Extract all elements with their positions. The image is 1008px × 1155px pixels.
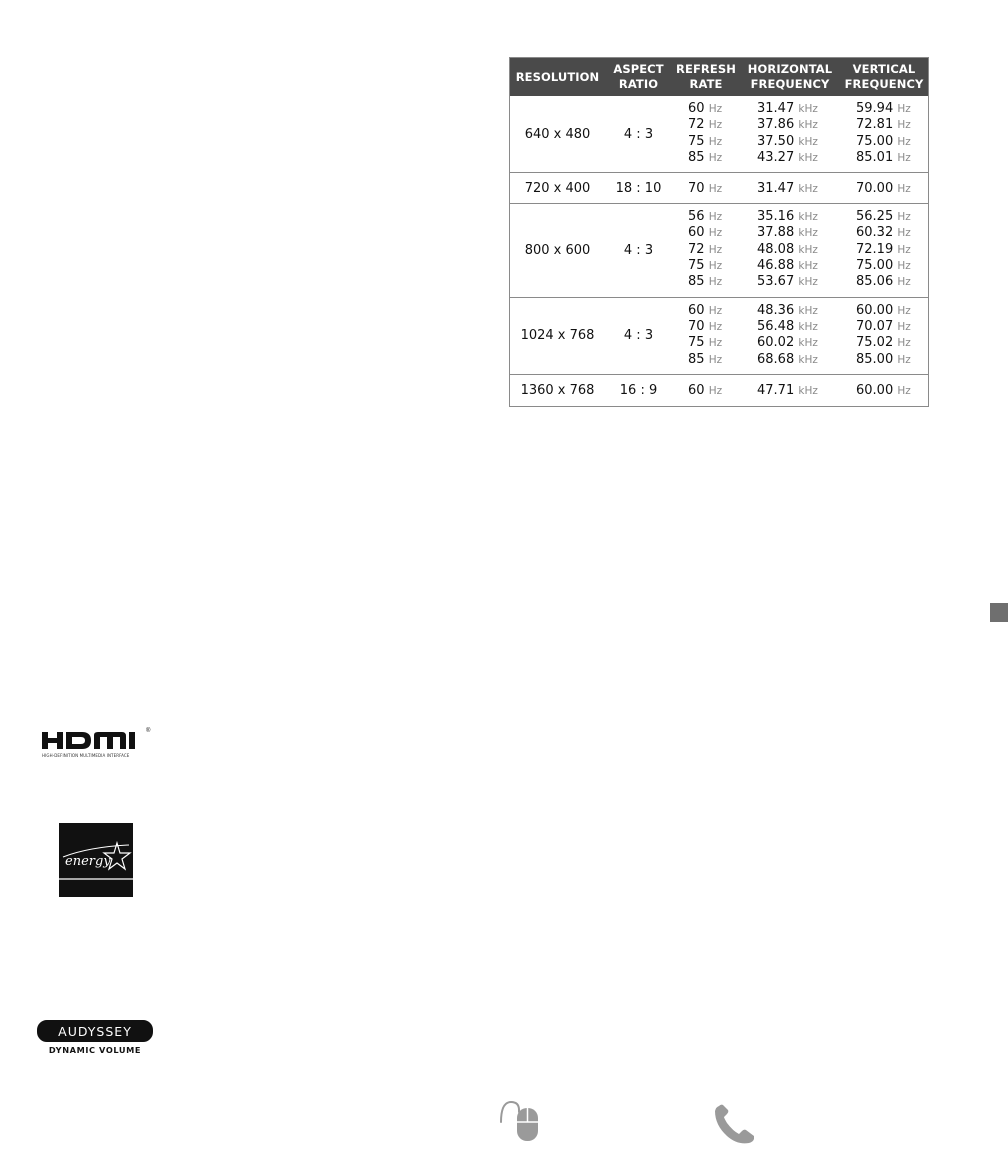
frequency-value — [840, 335, 928, 351]
frequency-value — [672, 117, 740, 133]
horizontal-frequency-cell — [740, 173, 840, 203]
header-vertical-frequency: VERTICAL FREQUENCY — [844, 62, 924, 91]
value-number: 60.32 — [856, 225, 894, 241]
resolution-cell: 1024 x 768 — [520, 328, 595, 344]
value-number: 75 — [688, 133, 705, 149]
value-number: 72.81 — [856, 117, 894, 133]
vertical-frequency-cell — [840, 96, 928, 172]
value-unit: Hz — [897, 384, 911, 397]
value-unit: Hz — [708, 337, 723, 350]
table-header — [510, 58, 928, 96]
value-number: 85 — [688, 149, 705, 165]
aspect-ratio-cell: 4 : 3 — [623, 126, 654, 142]
value-number: 72 — [688, 241, 705, 257]
frequency-value — [672, 258, 740, 274]
value-number: 72 — [688, 117, 705, 133]
frequency-value — [840, 274, 928, 290]
refresh-rate-cell — [672, 375, 740, 406]
value-number: 85.06 — [856, 274, 894, 290]
value-unit: Hz — [708, 353, 723, 366]
value-number: 59.94 — [856, 101, 894, 116]
value-number: 85.01 — [856, 149, 894, 165]
value-unit: Hz — [897, 320, 911, 333]
header-aspect-ratio: ASPECT RATIO — [613, 62, 664, 91]
mouse-icon — [497, 1098, 543, 1144]
frequency-value — [840, 352, 928, 368]
frequency-value — [672, 209, 740, 225]
resolution-cell: 640 x 480 — [524, 126, 591, 142]
table-row — [510, 172, 928, 203]
frequency-value — [840, 150, 928, 166]
value-number: 70.07 — [856, 318, 894, 334]
frequency-value — [672, 303, 740, 319]
frequency-value — [672, 274, 740, 290]
value-unit: Hz — [897, 119, 911, 132]
frequency-value — [672, 335, 740, 351]
value-number: 31.47 — [757, 101, 795, 116]
aspect-ratio-cell: 4 : 3 — [623, 328, 654, 344]
value-number: 56 — [688, 209, 705, 225]
frequency-value — [840, 134, 928, 150]
value-number: 37.50 — [757, 133, 795, 149]
frequency-value — [688, 383, 722, 398]
frequency-value — [672, 352, 740, 368]
value-number: 70 — [688, 318, 705, 334]
value-unit: Hz — [897, 276, 911, 289]
frequency-value — [740, 225, 840, 241]
energy-star-logo — [59, 823, 133, 897]
aspect-ratio-cell: 4 : 3 — [623, 242, 654, 258]
frequency-value — [740, 242, 840, 258]
vertical-frequency-cell — [840, 173, 928, 203]
frequency-value — [740, 335, 840, 351]
audyssey-logo — [37, 1020, 153, 1056]
frequency-value — [840, 209, 928, 225]
value-number: 60 — [688, 302, 705, 318]
table-row — [510, 96, 928, 172]
value-number: 48.08 — [757, 241, 795, 257]
frequency-value — [757, 181, 818, 196]
value-unit: Hz — [897, 304, 911, 317]
value-number: 70 — [688, 180, 705, 196]
value-unit: Hz — [708, 211, 723, 224]
frequency-value — [840, 225, 928, 241]
value-number: 75.00 — [856, 133, 894, 149]
value-unit: kHz — [798, 119, 818, 132]
frequency-value — [740, 101, 840, 117]
audyssey-subtitle: DYNAMIC VOLUME — [48, 1045, 142, 1055]
frequency-value — [688, 181, 722, 196]
value-number: 75.02 — [856, 335, 894, 351]
value-number: 53.67 — [757, 274, 795, 290]
value-unit: Hz — [897, 135, 911, 148]
value-unit: Hz — [708, 135, 723, 148]
value-unit: kHz — [798, 227, 818, 240]
refresh-rate-cell — [672, 204, 740, 296]
value-number: 75 — [688, 258, 705, 274]
value-number: 72.19 — [856, 241, 894, 257]
value-number: 46.88 — [757, 258, 795, 274]
frequency-value — [856, 383, 911, 398]
frequency-value — [740, 258, 840, 274]
refresh-rate-cell — [672, 96, 740, 172]
header-refresh-rate: REFRESH RATE — [676, 62, 736, 91]
value-number: 47.71 — [757, 382, 795, 398]
value-unit: kHz — [798, 337, 818, 350]
hdmi-tagline: HIGH-DEFINITION MULTIMEDIA INTERFACE — [42, 753, 130, 758]
value-unit: kHz — [798, 353, 818, 366]
value-number: 60 — [688, 225, 705, 241]
table-body — [510, 96, 928, 406]
value-unit: Hz — [897, 227, 911, 240]
frequency-value — [740, 274, 840, 290]
value-number: 48.36 — [757, 302, 795, 318]
frequency-value — [757, 383, 818, 398]
value-number: 70.00 — [856, 180, 894, 196]
value-unit: Hz — [708, 151, 723, 164]
value-unit: Hz — [708, 320, 723, 333]
frequency-value — [740, 303, 840, 319]
frequency-value — [740, 352, 840, 368]
refresh-rate-cell — [672, 173, 740, 203]
value-number: 37.88 — [757, 225, 795, 241]
frequency-value — [672, 101, 740, 117]
timing-table — [509, 57, 929, 407]
frequency-value — [672, 242, 740, 258]
resolution-cell: 1360 x 768 — [520, 382, 595, 398]
value-number: 75 — [688, 335, 705, 351]
refresh-rate-cell — [672, 298, 740, 374]
frequency-value — [740, 117, 840, 133]
hdmi-registered-mark: ® — [146, 728, 151, 734]
value-unit: kHz — [798, 320, 818, 333]
value-number: 60.02 — [757, 335, 795, 351]
frequency-value — [856, 181, 911, 196]
value-unit: Hz — [897, 211, 911, 224]
frequency-value — [840, 319, 928, 335]
frequency-value — [672, 150, 740, 166]
value-unit: Hz — [897, 260, 911, 273]
value-unit: Hz — [708, 243, 723, 256]
value-unit: Hz — [708, 384, 723, 397]
value-number: 31.47 — [757, 180, 795, 196]
horizontal-frequency-cell — [740, 375, 840, 406]
frequency-value — [672, 134, 740, 150]
frequency-value — [840, 242, 928, 258]
table-row — [510, 297, 928, 374]
frequency-value — [740, 150, 840, 166]
value-unit: kHz — [798, 182, 818, 195]
value-unit: Hz — [708, 182, 723, 195]
value-unit: Hz — [708, 304, 723, 317]
energy-star-wordmark: energy — [65, 854, 111, 869]
vertical-frequency-cell — [840, 375, 928, 406]
audyssey-wordmark: AUDYSSEY — [37, 1020, 153, 1042]
aspect-ratio-cell: 18 : 10 — [615, 180, 662, 196]
value-number: 60.00 — [856, 382, 894, 398]
value-number: 37.86 — [757, 117, 795, 133]
value-unit: kHz — [798, 304, 818, 317]
value-unit: Hz — [897, 353, 911, 366]
value-number: 60.00 — [856, 302, 894, 318]
energy-star-graphic — [59, 823, 133, 897]
value-unit: Hz — [897, 151, 911, 164]
value-unit: kHz — [798, 211, 818, 224]
horizontal-frequency-cell — [740, 96, 840, 172]
value-number: 56.25 — [856, 209, 894, 225]
value-unit: kHz — [798, 384, 818, 397]
value-unit: Hz — [708, 276, 723, 289]
value-number: 60 — [688, 382, 705, 398]
frequency-value — [840, 303, 928, 319]
value-number: 35.16 — [757, 209, 795, 225]
frequency-value — [840, 117, 928, 133]
section-tab-marker — [990, 603, 1008, 622]
value-number: 60 — [688, 101, 705, 116]
value-number: 85.00 — [856, 351, 894, 367]
value-unit: kHz — [798, 243, 818, 256]
header-horizontal-frequency: HORIZONTAL FREQUENCY — [747, 62, 833, 91]
value-unit: Hz — [708, 103, 723, 115]
value-unit: kHz — [798, 260, 818, 273]
value-unit: Hz — [708, 119, 723, 132]
value-unit: Hz — [897, 243, 911, 256]
value-unit: Hz — [708, 227, 723, 240]
table-row — [510, 374, 928, 406]
aspect-ratio-cell: 16 : 9 — [619, 382, 658, 398]
value-unit: kHz — [798, 276, 818, 289]
value-unit: Hz — [897, 337, 911, 350]
resolution-cell: 720 x 400 — [524, 180, 591, 196]
vertical-frequency-cell — [840, 298, 928, 374]
value-unit: kHz — [798, 151, 818, 164]
frequency-value — [672, 225, 740, 241]
value-number: 85 — [688, 274, 705, 290]
vertical-frequency-cell — [840, 204, 928, 296]
value-number: 43.27 — [757, 149, 795, 165]
value-unit: Hz — [897, 103, 911, 115]
value-number: 75.00 — [856, 258, 894, 274]
value-number: 85 — [688, 351, 705, 367]
resolution-cell: 800 x 600 — [524, 242, 591, 258]
table-row — [510, 203, 928, 296]
frequency-value — [840, 258, 928, 274]
value-number: 56.48 — [757, 318, 795, 334]
hdmi-logo — [42, 730, 152, 760]
frequency-value — [840, 101, 928, 117]
value-unit: kHz — [798, 103, 818, 115]
value-unit: Hz — [708, 260, 723, 273]
frequency-value — [740, 134, 840, 150]
value-unit: kHz — [798, 135, 818, 148]
horizontal-frequency-cell — [740, 204, 840, 296]
header-resolution: RESOLUTION — [515, 69, 600, 84]
horizontal-frequency-cell — [740, 298, 840, 374]
value-number: 68.68 — [757, 351, 795, 367]
frequency-value — [672, 319, 740, 335]
value-unit: Hz — [897, 182, 911, 195]
frequency-value — [740, 319, 840, 335]
frequency-value — [740, 209, 840, 225]
phone-icon — [713, 1103, 755, 1145]
